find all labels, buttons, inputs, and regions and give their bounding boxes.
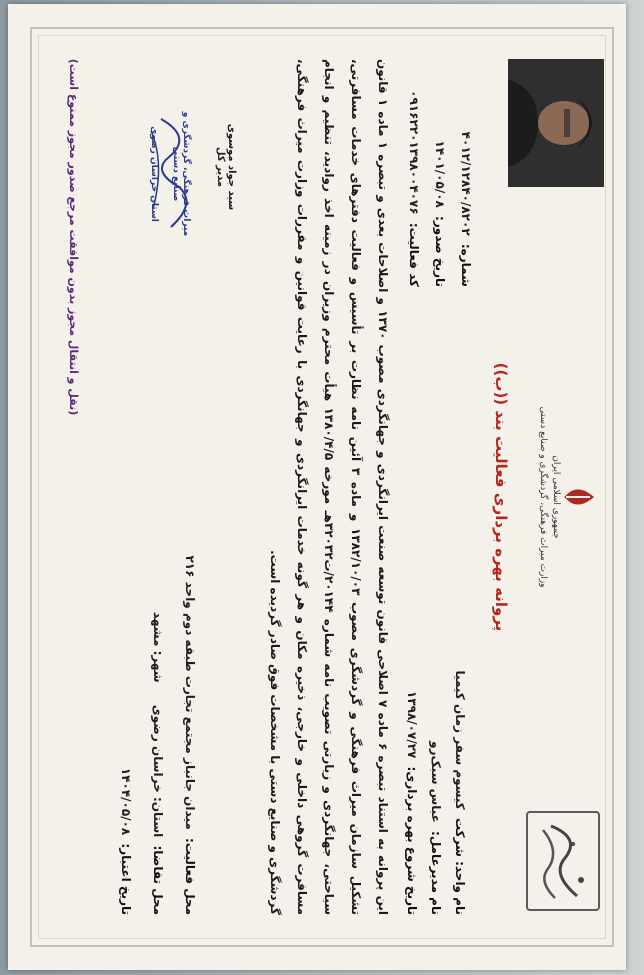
emblem-icon <box>562 482 596 512</box>
start-date-label: تاریخ شروع بهره برداری: <box>405 766 419 915</box>
ministry-logo <box>526 811 600 911</box>
start-date-row <box>400 585 424 915</box>
stamp-line-2: استان خراسان رضوی <box>149 126 159 222</box>
activity-code-label: کد فعالیت: <box>407 222 421 287</box>
issue-date-value: ۱۴۰۱/۰۵/۰۸ <box>433 140 447 208</box>
portrait-image <box>508 59 604 187</box>
location-value: میدان جانباز مجتمع تجارت طبقه دوم واحد ۲۱۶ <box>183 555 197 830</box>
emblem-line-2: وزارت میراث فرهنگی، گردشگری و صنایع دستی <box>538 406 548 588</box>
signature-block <box>127 77 237 257</box>
validity-value: ۱۴۰۴/۰۵/۰۸ <box>119 767 133 836</box>
start-date-value: ۱۳۹۸/۰۷/۲۷ <box>405 691 419 759</box>
national-emblem <box>536 397 596 597</box>
manager-photo <box>508 59 604 187</box>
certificate-body: این پروانه به استناد تبصره ۶ ماده ۷ اصلاحی قانون توسعه صنعت ایرانگردی و جهانگردی مصوب ۱۳۷۰ و اصلاحات بعدی و تبصره ۱ ماده ۱ قانون تشکیل سازمان میراث فرهنگی و گردشگری مصوب ۱۳۸۲/۱۰/۰۳ و ماده ۳ آئین نامه نظارت بر تأسیس و فعالیت دفترهای خدمات مسافرتی، سیاحتی، جهانگردی و زیارتی تصویب نامه شماره ۲۰۱۴۴/ت۳۲۰۳۲هـ مورخه ۱۳۸۰/۴/۵ هیأت محترم وزیران در زمینه اخذ روادید، تنظیم و انجام مسافرت گروهی داخلی و خارجی، ذخیره مکان و هر گونه خدمات ایرانگردی و جهانگردی با رعایت قوانین و مقررات وزارت میراث فرهنگی، گردشگری و صنایع دستی با مشخصات فوق صادر گردیده است. <box>268 59 390 916</box>
city-value: شهر: مشهد <box>151 611 165 683</box>
company-value: کیسوم سفر زمان کیمیا <box>453 670 467 810</box>
location-row <box>178 375 202 915</box>
company-row <box>448 585 472 915</box>
activity-code-value: ۰۹۱۶۲۲۰۱۳۹۸۰۰۴۰۷۶ <box>407 90 421 215</box>
stamp-line-1: میراث فرهنگی، گردشگری و صنایع دستی <box>171 111 191 237</box>
region-row <box>146 375 170 915</box>
number-row <box>454 57 478 287</box>
footer-note: (نقل و انتقال مجوز بدون موافقت مرجع صدور مجوز ممنوع است) <box>67 58 80 416</box>
certificate-title: پروانه بهره برداری فعالیت بند ((ب)) <box>492 362 510 632</box>
certificate <box>22 17 622 957</box>
number-label: شماره: <box>459 243 473 287</box>
issue-date-row <box>428 57 452 287</box>
company-label: نام واحد: شرکت <box>453 817 467 915</box>
activity-code-row <box>402 57 426 287</box>
location-label: محل فعالیت: <box>183 837 197 915</box>
signer-role: مدیر کل <box>215 146 226 188</box>
manager-row <box>424 585 448 915</box>
ministry-logo-icon <box>535 818 591 904</box>
number-value: ۴۰۱۲/۱۲۸۴۰/۸۲۰۲ <box>459 131 473 236</box>
signer-name: سید جواد موسوی <box>226 123 237 211</box>
emblem-line-1: جمهوری اسلامی ایران <box>551 455 561 539</box>
province-value: استان: خراسان رضوی <box>151 704 165 838</box>
manager-label: نام مدیرعامل: <box>429 831 443 915</box>
region-label: محل تقاضا: <box>151 845 165 915</box>
manager-value: عباس سبک‌رو <box>429 741 443 823</box>
validity-row <box>114 375 138 915</box>
validity-label: تاریخ اعتبار: <box>119 843 133 915</box>
issue-date-label: تاریخ صدور: <box>433 216 447 287</box>
